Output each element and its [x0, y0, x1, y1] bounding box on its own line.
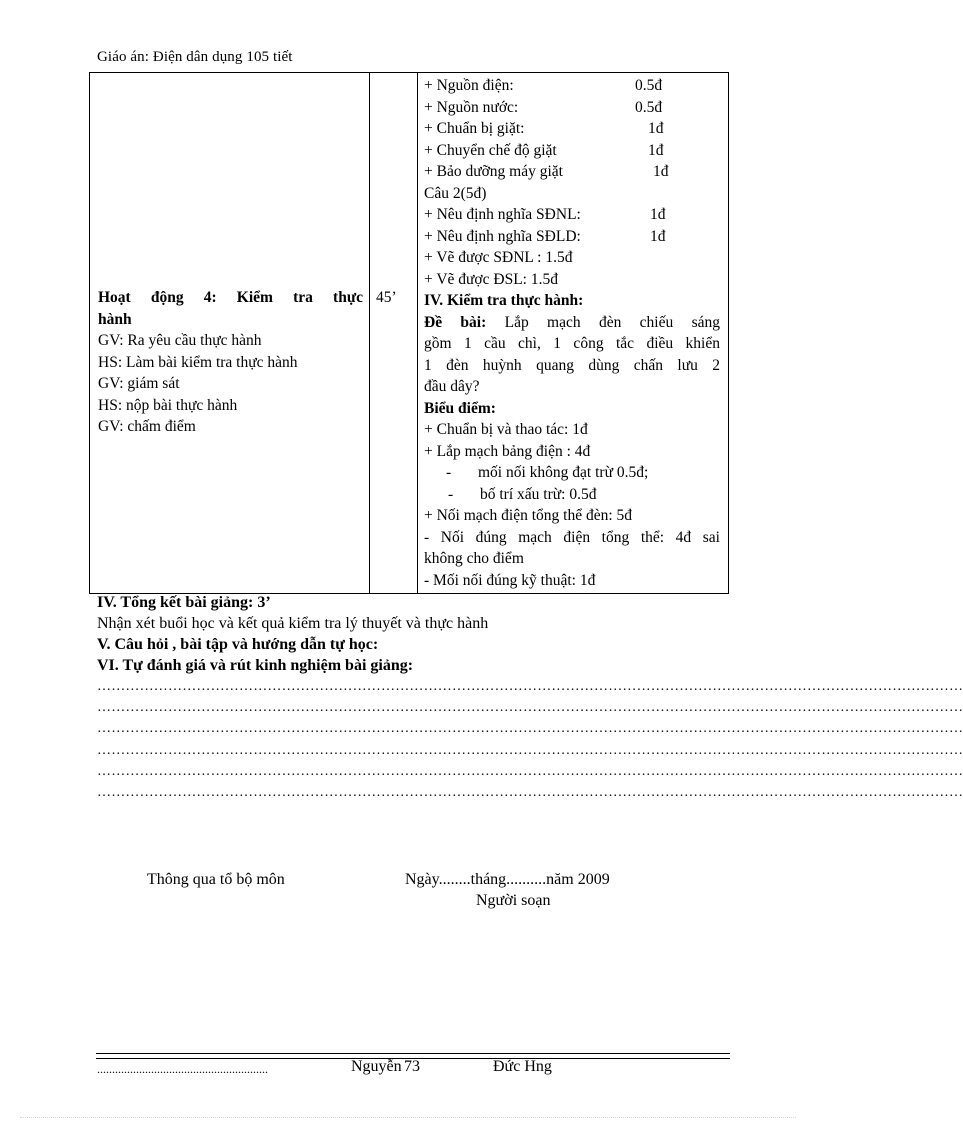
scale-sub-item: - mối nối không đạt trừ 0.5đ; [446, 464, 649, 481]
author-role: Người soạn [476, 892, 551, 909]
time-cell [370, 73, 418, 594]
page-number: 73 [404, 1058, 420, 1075]
task-line: đầu dây? [424, 378, 480, 395]
dotted-line: ………………………………………………………………………………………………………………………………………………………………… [97, 700, 963, 715]
grading-item: + Vẽ được SĐNL : 1.5đ [424, 249, 573, 266]
dotted-line: ………………………………………………………………………………………………………………………………………………………………… [97, 679, 963, 694]
lesson-plan-table [89, 72, 729, 594]
grading-item: + Chuẩn bị giặt: 1đ [424, 120, 664, 137]
question-heading: Câu 2(5đ) [424, 184, 487, 202]
dotted-line: ………………………………………………………………………………………………………………………………………………………………… [97, 721, 963, 736]
questions-title: V. Câu hỏi , bài tập và hướng dẫn tự học: [97, 636, 379, 653]
scale-item: + Lắp mạch bảng điện : 4đ [424, 442, 591, 460]
dotted-line: ………………………………………………………………………………………………………………………………………………………………… [97, 785, 963, 800]
page-edge-divider [20, 1117, 796, 1119]
activity-step: HS: nộp bài thực hành [98, 396, 238, 414]
document-header-title: Giáo án: Điện dân dụng 105 tiết [97, 49, 293, 65]
footer-author-rest: Đức Hng [493, 1058, 552, 1075]
scale-item: - Mối nối đúng kỹ thuật: 1đ [424, 571, 596, 589]
grading-item: + Chuyển chế độ giặt 1đ [424, 141, 664, 159]
activity-step: GV: Ra yêu cầu thực hành [98, 332, 262, 349]
date-line: Ngày........tháng..........năm 2009 [405, 871, 610, 888]
grading-item: + Vẽ được ĐSL: 1.5đ [424, 270, 558, 288]
task-line: 1 đèn huỳnh quang dùng chấn lưu 2 [424, 356, 720, 374]
dotted-line: ………………………………………………………………………………………………………………………………………………………………… [97, 743, 963, 758]
summary-text: Nhận xét buổi học và kết quả kiểm tra lý thuyết và thực hành [97, 615, 489, 632]
footer-leader: ......................................................... [97, 1062, 268, 1076]
activity-cell [90, 73, 370, 594]
scale-item: + Chuẩn bị và thao tác: 1đ [424, 421, 588, 438]
grading-item: + Bảo dưỡng máy giặt 1đ [424, 163, 669, 180]
review-title: VI. Tự đánh giá và rút kinh nghiệm bài giảng: [97, 657, 414, 674]
activity-step: GV: chấm điểm [98, 418, 196, 435]
dotted-line: ………………………………………………………………………………………………………………………………………………………………… [97, 764, 963, 779]
activity-time: 45’ [376, 289, 397, 306]
scale-sub-item: - bố trí xấu trừ: 0.5đ [448, 485, 597, 503]
footer-author-first: Nguyễn [351, 1058, 402, 1075]
activity-step: GV: giám sát [98, 375, 180, 392]
scale-title: Biểu điểm: [424, 399, 496, 417]
approval-label: Thông qua tổ bộ môn [147, 871, 285, 888]
activity-title: Hoạt động 4: Kiểm tra thực [98, 289, 363, 306]
scale-item: không cho điểm [424, 550, 524, 567]
activity-step: HS: Làm bài kiểm tra thực hành [98, 353, 298, 371]
content-cell [418, 73, 729, 594]
task-line: gồm 1 cầu chì, 1 công tắc điều khiển [424, 335, 720, 352]
table-row [90, 73, 729, 594]
activity-title-cont: hành [98, 310, 132, 328]
grading-item: + Nêu định nghĩa SĐLD: 1đ [424, 227, 666, 245]
grading-item: + Nguồn nước: 0.5đ [424, 98, 663, 116]
grading-item: + Nêu định nghĩa SĐNL: 1đ [424, 206, 666, 223]
scale-item: + Nối mạch điện tổng thể đèn: 5đ [424, 507, 633, 524]
scale-item: - Nối đúng mạch điện tổng thể: 4đ sai [424, 528, 720, 546]
section-title: IV. Kiểm tra thực hành: [424, 292, 584, 309]
task-line: Đề bài: Lắp mạch đèn chiếu sáng [424, 313, 720, 331]
summary-title: IV. Tổng kết bài giảng: 3’ [97, 594, 271, 611]
grading-item: + Nguồn điện: 0.5đ [424, 77, 663, 94]
task-label: Đề bài: [424, 313, 487, 331]
